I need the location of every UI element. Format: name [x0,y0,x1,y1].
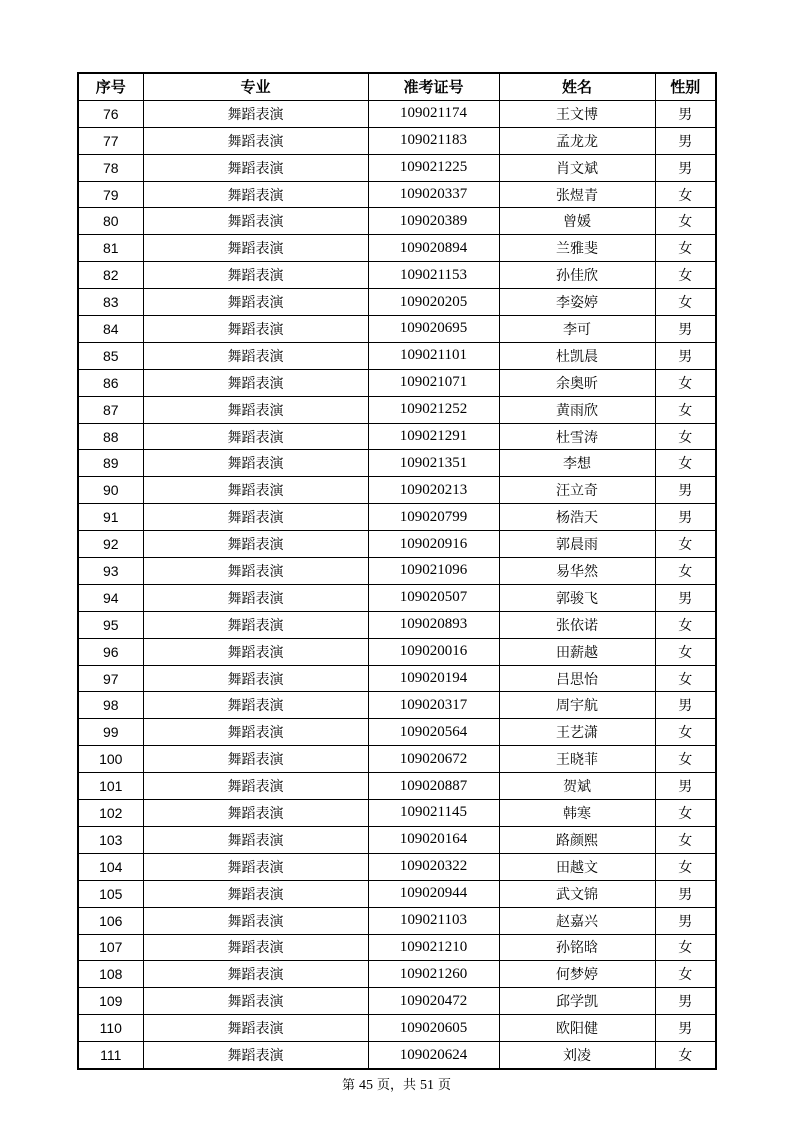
table-row [78,127,716,154]
table-row [78,692,716,719]
cell-major: 舞蹈表演 [143,396,368,423]
cell-ticket-number: 109020016 [368,638,499,665]
cell-name: 王文博 [499,100,655,127]
footer-page-number: 45 [358,1078,373,1093]
cell-name: 郭晨雨 [499,531,655,558]
cell-ticket-number: 109020624 [368,1042,499,1069]
table-row [78,342,716,369]
table-row [78,558,716,585]
cell-gender: 男 [655,773,716,800]
cell-name: 贺斌 [499,773,655,800]
cell-ticket-number: 109020799 [368,504,499,531]
cell-seq: 91 [78,504,143,531]
cell-seq: 98 [78,692,143,719]
cell-seq: 101 [78,773,143,800]
cell-name: 路颜熙 [499,826,655,853]
cell-seq: 76 [78,100,143,127]
cell-gender: 女 [655,262,716,289]
cell-ticket-number: 109020472 [368,988,499,1015]
cell-gender: 女 [655,423,716,450]
cell-major: 舞蹈表演 [143,208,368,235]
cell-major: 舞蹈表演 [143,1042,368,1069]
cell-ticket-number: 109021183 [368,127,499,154]
cell-major: 舞蹈表演 [143,154,368,181]
cell-name: 李想 [499,450,655,477]
cell-major: 舞蹈表演 [143,800,368,827]
cell-ticket-number: 109021225 [368,154,499,181]
cell-gender: 女 [655,369,716,396]
cell-major: 舞蹈表演 [143,773,368,800]
cell-gender: 女 [655,396,716,423]
cell-ticket-number: 109020322 [368,853,499,880]
cell-major: 舞蹈表演 [143,477,368,504]
table-row [78,665,716,692]
cell-name: 李可 [499,316,655,343]
cell-gender: 男 [655,692,716,719]
cell-major: 舞蹈表演 [143,423,368,450]
cell-name: 孟龙龙 [499,127,655,154]
cell-ticket-number: 109020389 [368,208,499,235]
footer-prefix: 第 [341,1078,355,1093]
cell-major: 舞蹈表演 [143,1015,368,1042]
cell-ticket-number: 109020507 [368,584,499,611]
cell-name: 孙佳欣 [499,262,655,289]
cell-seq: 95 [78,611,143,638]
cell-name: 邱学凯 [499,988,655,1015]
footer-suffix: 页 [438,1078,452,1093]
cell-seq: 100 [78,746,143,773]
cell-major: 舞蹈表演 [143,665,368,692]
table-row [78,988,716,1015]
admission-list-table [77,72,717,1070]
cell-ticket-number: 109021153 [368,262,499,289]
table-row [78,208,716,235]
table-row [78,853,716,880]
cell-major: 舞蹈表演 [143,880,368,907]
table-body [78,100,716,1069]
cell-major: 舞蹈表演 [143,262,368,289]
cell-seq: 111 [78,1042,143,1069]
table-row [78,423,716,450]
table-row [78,773,716,800]
cell-seq: 89 [78,450,143,477]
table-row [78,477,716,504]
cell-ticket-number: 109020695 [368,316,499,343]
cell-gender: 女 [655,450,716,477]
cell-name: 兰雅斐 [499,235,655,262]
cell-ticket-number: 109020164 [368,826,499,853]
cell-name: 欧阳健 [499,1015,655,1042]
cell-major: 舞蹈表演 [143,988,368,1015]
cell-ticket-number: 109020564 [368,719,499,746]
cell-name: 杜凯晨 [499,342,655,369]
table-row [78,961,716,988]
cell-major: 舞蹈表演 [143,719,368,746]
table-row [78,1015,716,1042]
cell-gender: 男 [655,100,716,127]
table-row [78,262,716,289]
cell-gender: 男 [655,880,716,907]
cell-gender: 女 [655,800,716,827]
cell-seq: 97 [78,665,143,692]
cell-major: 舞蹈表演 [143,342,368,369]
cell-ticket-number: 109021291 [368,423,499,450]
cell-name: 杨浩天 [499,504,655,531]
table-row [78,826,716,853]
cell-seq: 78 [78,154,143,181]
cell-gender: 女 [655,558,716,585]
cell-seq: 109 [78,988,143,1015]
table-row [78,531,716,558]
cell-major: 舞蹈表演 [143,934,368,961]
cell-ticket-number: 109021103 [368,907,499,934]
cell-name: 韩寒 [499,800,655,827]
cell-major: 舞蹈表演 [143,100,368,127]
footer-total-pages: 51 [420,1078,434,1093]
cell-name: 田薪越 [499,638,655,665]
cell-major: 舞蹈表演 [143,638,368,665]
page-footer [0,1074,793,1094]
table-row [78,800,716,827]
cell-ticket-number: 109021174 [368,100,499,127]
cell-name: 杜雪涛 [499,423,655,450]
cell-gender: 男 [655,477,716,504]
cell-gender: 男 [655,584,716,611]
table-row [78,584,716,611]
cell-major: 舞蹈表演 [143,692,368,719]
cell-ticket-number: 109020605 [368,1015,499,1042]
cell-seq: 80 [78,208,143,235]
cell-major: 舞蹈表演 [143,746,368,773]
table-row [78,450,716,477]
cell-major: 舞蹈表演 [143,907,368,934]
cell-seq: 88 [78,423,143,450]
table-row [78,907,716,934]
cell-seq: 99 [78,719,143,746]
cell-name: 王晓菲 [499,746,655,773]
cell-ticket-number: 109020944 [368,880,499,907]
table-row [78,181,716,208]
cell-ticket-number: 109021351 [368,450,499,477]
cell-name: 曾媛 [499,208,655,235]
cell-gender: 女 [655,181,716,208]
cell-seq: 77 [78,127,143,154]
cell-name: 易华然 [499,558,655,585]
cell-name: 黄雨欣 [499,396,655,423]
cell-seq: 85 [78,342,143,369]
table-row [78,154,716,181]
cell-gender: 男 [655,907,716,934]
cell-gender: 男 [655,988,716,1015]
cell-seq: 103 [78,826,143,853]
cell-name: 吕思怡 [499,665,655,692]
cell-ticket-number: 109021071 [368,369,499,396]
cell-gender: 男 [655,342,716,369]
cell-major: 舞蹈表演 [143,531,368,558]
cell-major: 舞蹈表演 [143,853,368,880]
cell-major: 舞蹈表演 [143,289,368,316]
cell-ticket-number: 109021252 [368,396,499,423]
cell-seq: 108 [78,961,143,988]
cell-name: 孙铭晗 [499,934,655,961]
cell-gender: 女 [655,638,716,665]
cell-ticket-number: 109020337 [368,181,499,208]
cell-ticket-number: 109021101 [368,342,499,369]
cell-gender: 女 [655,934,716,961]
cell-ticket-number: 109021210 [368,934,499,961]
cell-gender: 女 [655,665,716,692]
cell-seq: 79 [78,181,143,208]
header-name: 姓名 [499,73,655,100]
table-row [78,235,716,262]
cell-ticket-number: 109020194 [368,665,499,692]
cell-gender: 男 [655,154,716,181]
cell-ticket-number: 109020887 [368,773,499,800]
cell-seq: 84 [78,316,143,343]
cell-name: 李姿婷 [499,289,655,316]
footer-middle: 页，共 [376,1078,416,1093]
table-row [78,396,716,423]
cell-ticket-number: 109021096 [368,558,499,585]
cell-major: 舞蹈表演 [143,826,368,853]
cell-seq: 82 [78,262,143,289]
cell-gender: 女 [655,1042,716,1069]
cell-major: 舞蹈表演 [143,127,368,154]
cell-name: 何梦婷 [499,961,655,988]
cell-gender: 男 [655,1015,716,1042]
cell-gender: 男 [655,504,716,531]
table-row [78,611,716,638]
cell-name: 王艺潇 [499,719,655,746]
cell-gender: 女 [655,531,716,558]
cell-seq: 105 [78,880,143,907]
table-row [78,289,716,316]
cell-major: 舞蹈表演 [143,611,368,638]
cell-seq: 102 [78,800,143,827]
table-row [78,1042,716,1069]
cell-seq: 107 [78,934,143,961]
table-row [78,934,716,961]
cell-seq: 86 [78,369,143,396]
cell-gender: 男 [655,316,716,343]
cell-gender: 女 [655,853,716,880]
table-header [78,73,716,100]
cell-ticket-number: 109020894 [368,235,499,262]
header-ticket-number: 准考证号 [368,73,499,100]
cell-major: 舞蹈表演 [143,558,368,585]
cell-name: 武文锦 [499,880,655,907]
cell-seq: 93 [78,558,143,585]
cell-major: 舞蹈表演 [143,961,368,988]
cell-gender: 女 [655,208,716,235]
cell-ticket-number: 109020672 [368,746,499,773]
cell-gender: 女 [655,289,716,316]
table-row [78,369,716,396]
cell-seq: 104 [78,853,143,880]
cell-gender: 女 [655,826,716,853]
cell-seq: 87 [78,396,143,423]
cell-seq: 92 [78,531,143,558]
header-seq: 序号 [78,73,143,100]
table-row [78,504,716,531]
cell-name: 汪立奇 [499,477,655,504]
cell-gender: 女 [655,611,716,638]
cell-seq: 106 [78,907,143,934]
cell-major: 舞蹈表演 [143,504,368,531]
cell-seq: 110 [78,1015,143,1042]
cell-seq: 94 [78,584,143,611]
cell-ticket-number: 109020213 [368,477,499,504]
table-row [78,316,716,343]
table-row [78,638,716,665]
cell-ticket-number: 109021145 [368,800,499,827]
table-row [78,880,716,907]
cell-major: 舞蹈表演 [143,316,368,343]
cell-gender: 女 [655,719,716,746]
cell-name: 肖文斌 [499,154,655,181]
cell-name: 周宇航 [499,692,655,719]
cell-seq: 83 [78,289,143,316]
cell-gender: 男 [655,127,716,154]
cell-ticket-number: 109020893 [368,611,499,638]
cell-gender: 女 [655,235,716,262]
table-row [78,746,716,773]
cell-major: 舞蹈表演 [143,369,368,396]
cell-major: 舞蹈表演 [143,181,368,208]
cell-name: 余奥昕 [499,369,655,396]
cell-ticket-number: 109021260 [368,961,499,988]
cell-name: 张依诺 [499,611,655,638]
cell-seq: 96 [78,638,143,665]
cell-name: 张煜青 [499,181,655,208]
table-row [78,719,716,746]
cell-name: 田越文 [499,853,655,880]
cell-major: 舞蹈表演 [143,450,368,477]
table-row [78,100,716,127]
header-row [78,73,716,100]
header-gender: 性别 [655,73,716,100]
cell-name: 赵嘉兴 [499,907,655,934]
cell-ticket-number: 109020205 [368,289,499,316]
cell-gender: 女 [655,961,716,988]
cell-major: 舞蹈表演 [143,235,368,262]
cell-seq: 90 [78,477,143,504]
header-major: 专业 [143,73,368,100]
cell-gender: 女 [655,746,716,773]
cell-seq: 81 [78,235,143,262]
cell-major: 舞蹈表演 [143,584,368,611]
cell-name: 郭骏飞 [499,584,655,611]
cell-ticket-number: 109020317 [368,692,499,719]
cell-ticket-number: 109020916 [368,531,499,558]
cell-name: 刘凌 [499,1042,655,1069]
